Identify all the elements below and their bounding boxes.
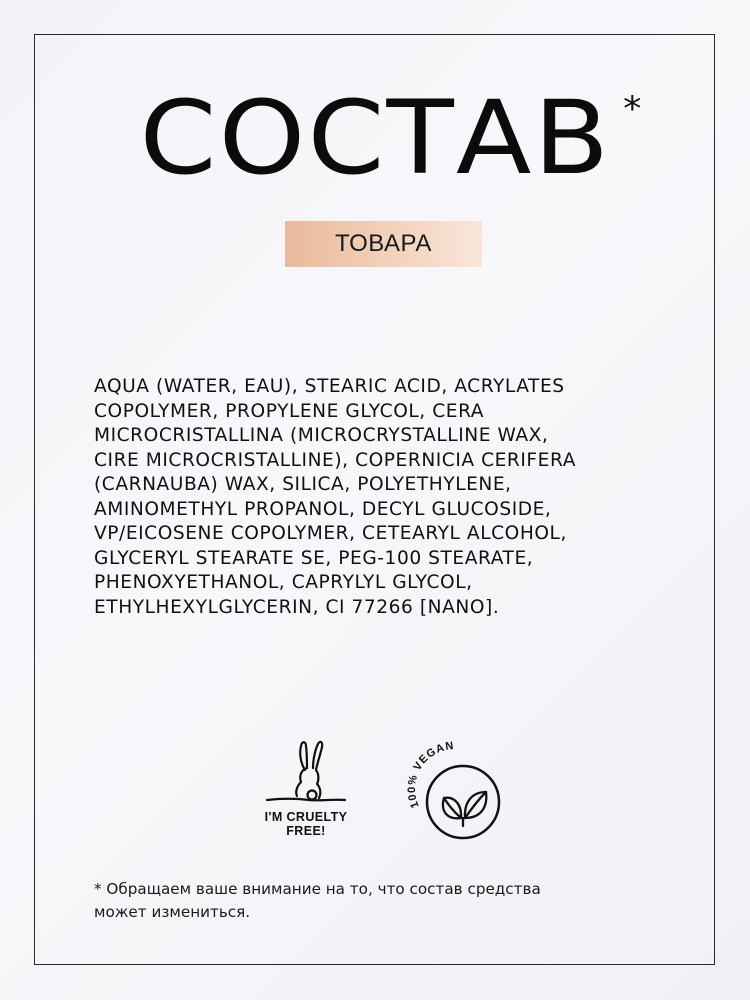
vegan-label bbox=[406, 740, 455, 810]
footnote-line: может измениться. bbox=[94, 903, 251, 921]
vegan-stamp bbox=[400, 738, 510, 848]
ingredients-line: PHENOXYETHANOL, CAPRYLYL GLYCOL, bbox=[94, 572, 473, 593]
subtitle-badge-label: ТОВАРА bbox=[335, 230, 432, 257]
vegan-circle bbox=[427, 766, 499, 838]
vegan-badge bbox=[400, 738, 510, 848]
page-title bbox=[139, 79, 644, 198]
title-text: СОСТАВ bbox=[139, 79, 611, 198]
title-asterisk: * bbox=[622, 89, 644, 129]
ingredients-line: VP/EICOSENE COPOLYMER, CETEARYL ALCOHOL, bbox=[94, 523, 567, 544]
cruelty-free-badge bbox=[246, 736, 366, 848]
leaf-icon bbox=[443, 792, 486, 826]
subtitle-badge bbox=[285, 221, 482, 267]
ingredients-line: MICROCRISTALLINA (MICROCRYSTALLINE WAX, bbox=[94, 425, 549, 446]
ingredients-line: AMINOMETHYL PROPANOL, DECYL GLUCOSIDE, bbox=[94, 498, 552, 520]
ingredients-line: COPOLYMER, PROPYLENE GLYCOL, CERA bbox=[94, 400, 485, 422]
footnote-line: * Обращаем ваше внимание на то, что состав средства bbox=[94, 880, 541, 898]
footnote bbox=[94, 878, 674, 924]
ingredients-line: ETHYLHEXYLGLYCERIN, CI 77266 [NANO]. bbox=[94, 596, 500, 618]
ingredients-line: (CARNAUBA) WAX, SILICA, POLYETHYLENE, bbox=[94, 474, 512, 495]
ingredients-line: CIRE MICROCRISTALLINE), COPERNICIA CERIFERA bbox=[94, 449, 576, 471]
ingredients-line: GLYCERYL STEARATE SE, PEG-100 STEARATE, bbox=[94, 547, 534, 569]
bunny-icon bbox=[261, 736, 351, 808]
title-block bbox=[0, 79, 750, 198]
cruelty-free-line1: I'M CRUELTY bbox=[264, 810, 348, 824]
cruelty-free-line2: FREE! bbox=[286, 824, 326, 838]
ingredients-list bbox=[94, 375, 674, 620]
vegan-label-path: 100% VEGAN bbox=[406, 739, 455, 810]
ingredients-line: AQUA (WATER, EAU), STEARIC ACID, ACRYLATES bbox=[94, 376, 565, 397]
